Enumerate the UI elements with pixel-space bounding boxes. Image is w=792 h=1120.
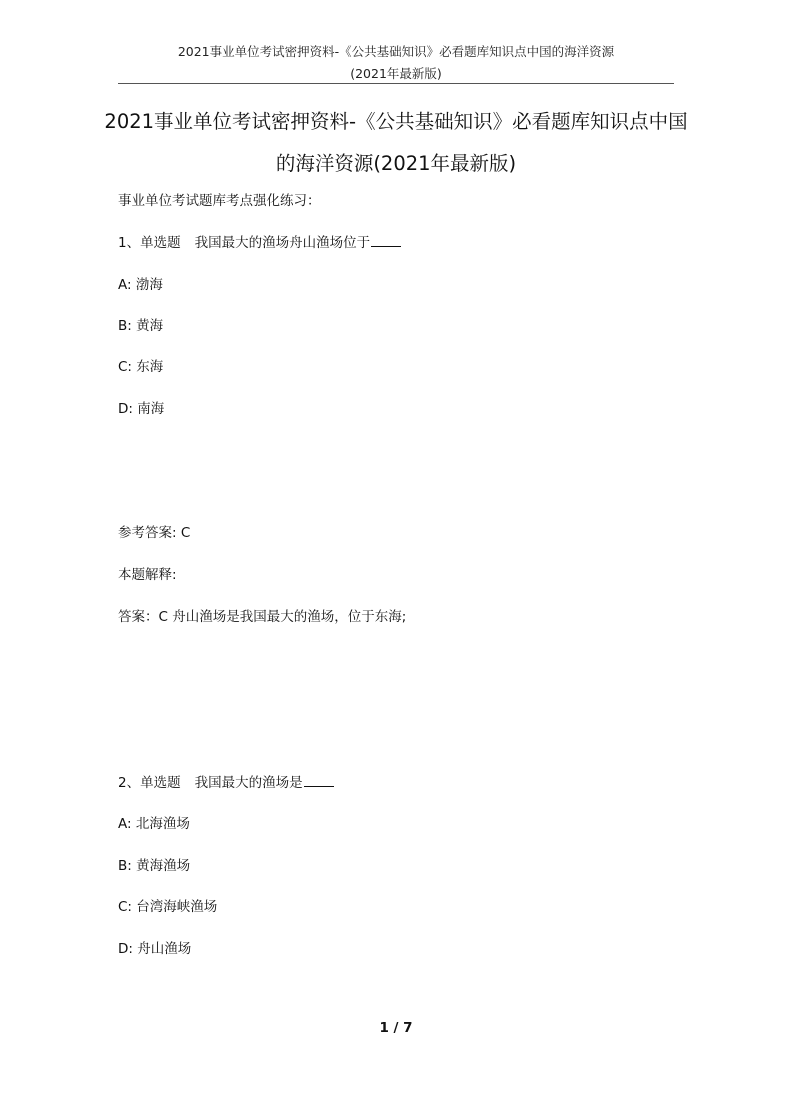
question-1-explanation-label: 本题解释:: [118, 567, 177, 583]
document-title-line-2: 的海洋资源(2021年最新版): [275, 152, 517, 175]
question-2-option-b: B: 黄海渔场: [118, 858, 191, 874]
question-2-stem: 我国最大的渔场是: [194, 775, 303, 791]
running-header-line-1: 2021事业单位考试密押资料-《公共基础知识》必看题库知识点中国的海洋资源: [177, 44, 615, 59]
question-1-explanation: 答案：C 舟山渔场是我国最大的渔场，位于东海;: [118, 609, 407, 625]
page-number: 1 / 7: [379, 1020, 413, 1036]
question-1-option-a: A: 渤海: [118, 277, 163, 293]
question-1-heading: [118, 234, 401, 252]
intro-text: 事业单位考试题库考点强化练习：: [118, 193, 321, 209]
running-header-line-2: (2021年最新版): [350, 66, 442, 81]
question-2-number: 2、单选题: [118, 775, 181, 791]
question-2-option-d: D: 舟山渔场: [118, 941, 192, 957]
question-2-option-a: A: 北海渔场: [118, 816, 190, 832]
document-title-line-1: 2021事业单位考试密押资料-《公共基础知识》必看题库知识点中国: [104, 110, 688, 133]
question-1-stem: 我国最大的渔场舟山渔场位于: [194, 235, 371, 251]
header-divider: [118, 83, 674, 84]
question-2-heading: [118, 774, 334, 792]
question-1-number: 1、单选题: [118, 235, 181, 251]
answer-blank: [304, 774, 334, 787]
answer-blank: [371, 234, 401, 247]
question-1-option-b: B: 黄海: [118, 318, 164, 334]
question-1-option-c: C: 东海: [118, 359, 164, 375]
question-1-answer: 参考答案: C: [118, 525, 191, 541]
question-1-option-d: D: 南海: [118, 401, 165, 417]
question-2-option-c: C: 台湾海峡渔场: [118, 899, 218, 915]
